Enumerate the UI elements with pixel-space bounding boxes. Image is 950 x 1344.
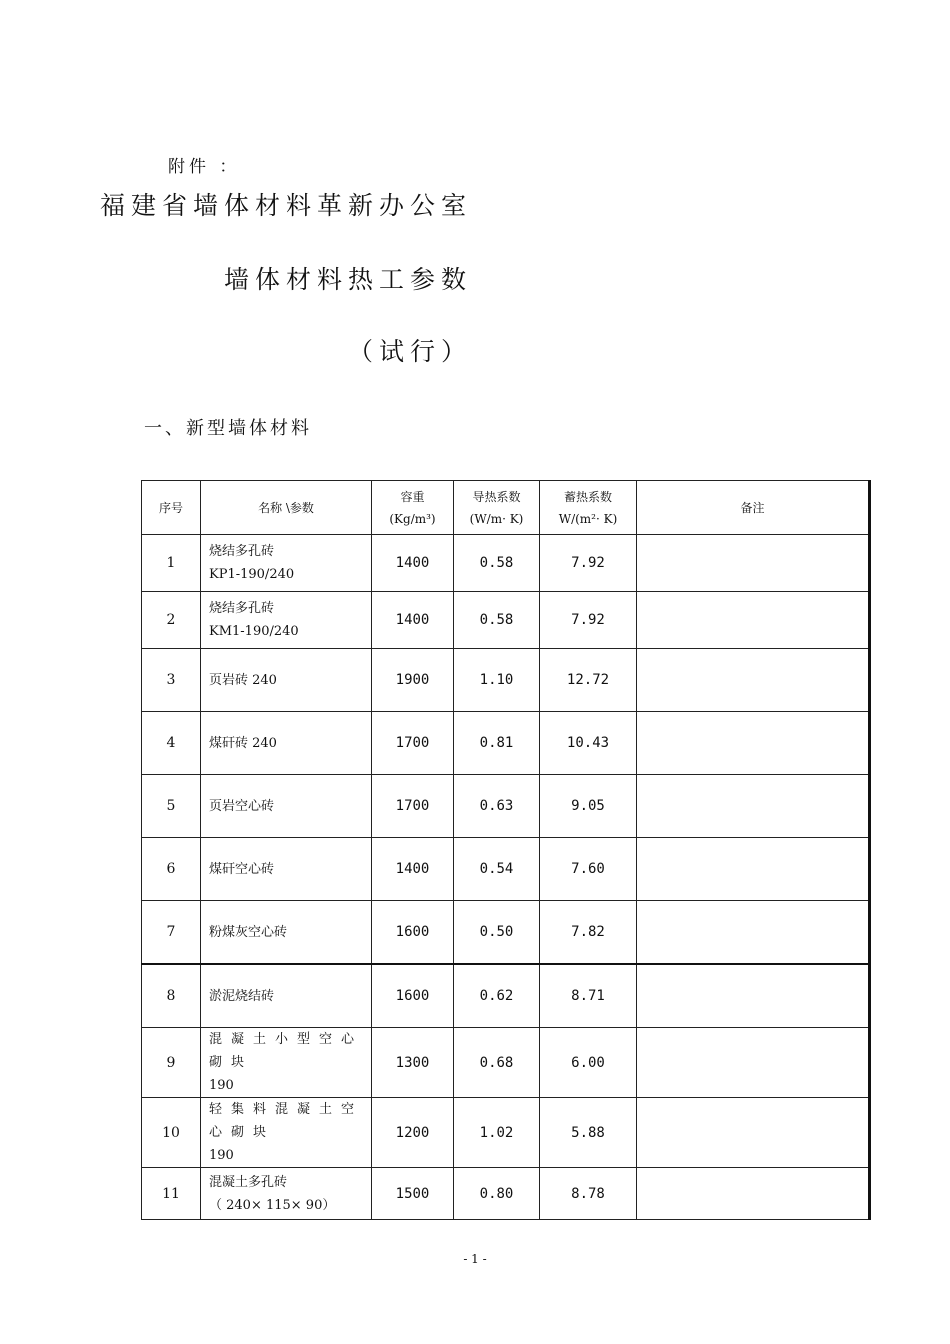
table-row (142, 1168, 870, 1220)
cell-note (637, 592, 870, 649)
cell-density: 1200 (372, 1098, 454, 1168)
cell-name: 混凝土小型空心砌块 190 (201, 1028, 372, 1098)
cell-density: 1400 (372, 838, 454, 901)
document-title-line-2: 墙体材料热工参数 (223, 265, 472, 294)
cell-no: 3 (142, 649, 201, 712)
cell-name: 烧结多孔砖 KP1-190/240 (201, 535, 372, 592)
cell-note (637, 838, 870, 901)
cell-conductivity: 0.63 (454, 775, 540, 838)
table-row (142, 964, 870, 1028)
cell-storage: 6.00 (540, 1028, 637, 1098)
cell-no: 1 (142, 535, 201, 592)
table-row (142, 712, 870, 775)
section-title: 一、新型墙体材料 (144, 418, 312, 439)
cell-density: 1400 (372, 535, 454, 592)
cell-storage: 7.82 (540, 901, 637, 965)
cell-no: 9 (142, 1028, 201, 1098)
cell-storage: 7.92 (540, 592, 637, 649)
cell-name: 煤矸空心砖 (201, 838, 372, 901)
table-header-row (142, 481, 870, 535)
cell-no: 2 (142, 592, 201, 649)
page-number: - 1 - (463, 1252, 487, 1266)
cell-conductivity: 1.10 (454, 649, 540, 712)
cell-conductivity: 0.50 (454, 901, 540, 965)
cell-note (637, 901, 870, 965)
table-row (142, 649, 870, 712)
table-row (142, 775, 870, 838)
document-title-line-3: （试行） (347, 337, 472, 366)
cell-name: 页岩砖 240 (201, 649, 372, 712)
cell-no: 7 (142, 901, 201, 965)
cell-conductivity: 0.62 (454, 964, 540, 1028)
cell-density: 1900 (372, 649, 454, 712)
cell-note (637, 1098, 870, 1168)
header-name: 名称 \参数 (201, 481, 372, 535)
cell-storage: 8.78 (540, 1168, 637, 1220)
cell-name: 煤矸砖 240 (201, 712, 372, 775)
cell-conductivity: 0.54 (454, 838, 540, 901)
cell-name: 淤泥烧结砖 (201, 964, 372, 1028)
cell-storage: 10.43 (540, 712, 637, 775)
header-conductivity: 导热系数 (W/m· K) (454, 481, 540, 535)
table-row (142, 1028, 870, 1098)
header-density: 容重 (Kg/m³) (372, 481, 454, 535)
cell-no: 4 (142, 712, 201, 775)
cell-conductivity: 0.81 (454, 712, 540, 775)
cell-density: 1600 (372, 901, 454, 965)
attachment-label: 附件 ： (168, 157, 241, 177)
cell-note (637, 1168, 870, 1220)
cell-conductivity: 1.02 (454, 1098, 540, 1168)
cell-note (637, 535, 870, 592)
cell-storage: 12.72 (540, 649, 637, 712)
table-row (142, 1098, 870, 1168)
cell-name: 烧结多孔砖 KM1-190/240 (201, 592, 372, 649)
cell-name: 粉煤灰空心砖 (201, 901, 372, 965)
cell-storage: 8.71 (540, 964, 637, 1028)
cell-density: 1400 (372, 592, 454, 649)
cell-note (637, 712, 870, 775)
cell-note (637, 649, 870, 712)
table-row (142, 838, 870, 901)
cell-no: 5 (142, 775, 201, 838)
cell-conductivity: 0.58 (454, 592, 540, 649)
cell-storage: 7.92 (540, 535, 637, 592)
header-storage: 蓄热系数 W/(m²· K) (540, 481, 637, 535)
header-no: 序号 (142, 481, 201, 535)
cell-note (637, 964, 870, 1028)
cell-no: 10 (142, 1098, 201, 1168)
cell-storage: 5.88 (540, 1098, 637, 1168)
table-row (142, 535, 870, 592)
cell-density: 1300 (372, 1028, 454, 1098)
cell-conductivity: 0.58 (454, 535, 540, 592)
thermal-parameters-table (141, 480, 871, 1220)
cell-conductivity: 0.80 (454, 1168, 540, 1220)
cell-density: 1700 (372, 775, 454, 838)
cell-name: 轻集料混凝土空心砌块 190 (201, 1098, 372, 1168)
cell-storage: 7.60 (540, 838, 637, 901)
header-note: 备注 (637, 481, 870, 535)
cell-no: 11 (142, 1168, 201, 1220)
cell-conductivity: 0.68 (454, 1028, 540, 1098)
cell-note (637, 1028, 870, 1098)
cell-no: 8 (142, 964, 201, 1028)
cell-no: 6 (142, 838, 201, 901)
cell-name: 页岩空心砖 (201, 775, 372, 838)
cell-name: 混凝土多孔砖 （ 240× 115× 90） (201, 1168, 372, 1220)
cell-storage: 9.05 (540, 775, 637, 838)
table-row (142, 901, 870, 965)
cell-density: 1500 (372, 1168, 454, 1220)
document-title-line-1: 福建省墙体材料革新办公室 (99, 191, 472, 220)
table-row (142, 592, 870, 649)
cell-density: 1600 (372, 964, 454, 1028)
cell-density: 1700 (372, 712, 454, 775)
cell-note (637, 775, 870, 838)
